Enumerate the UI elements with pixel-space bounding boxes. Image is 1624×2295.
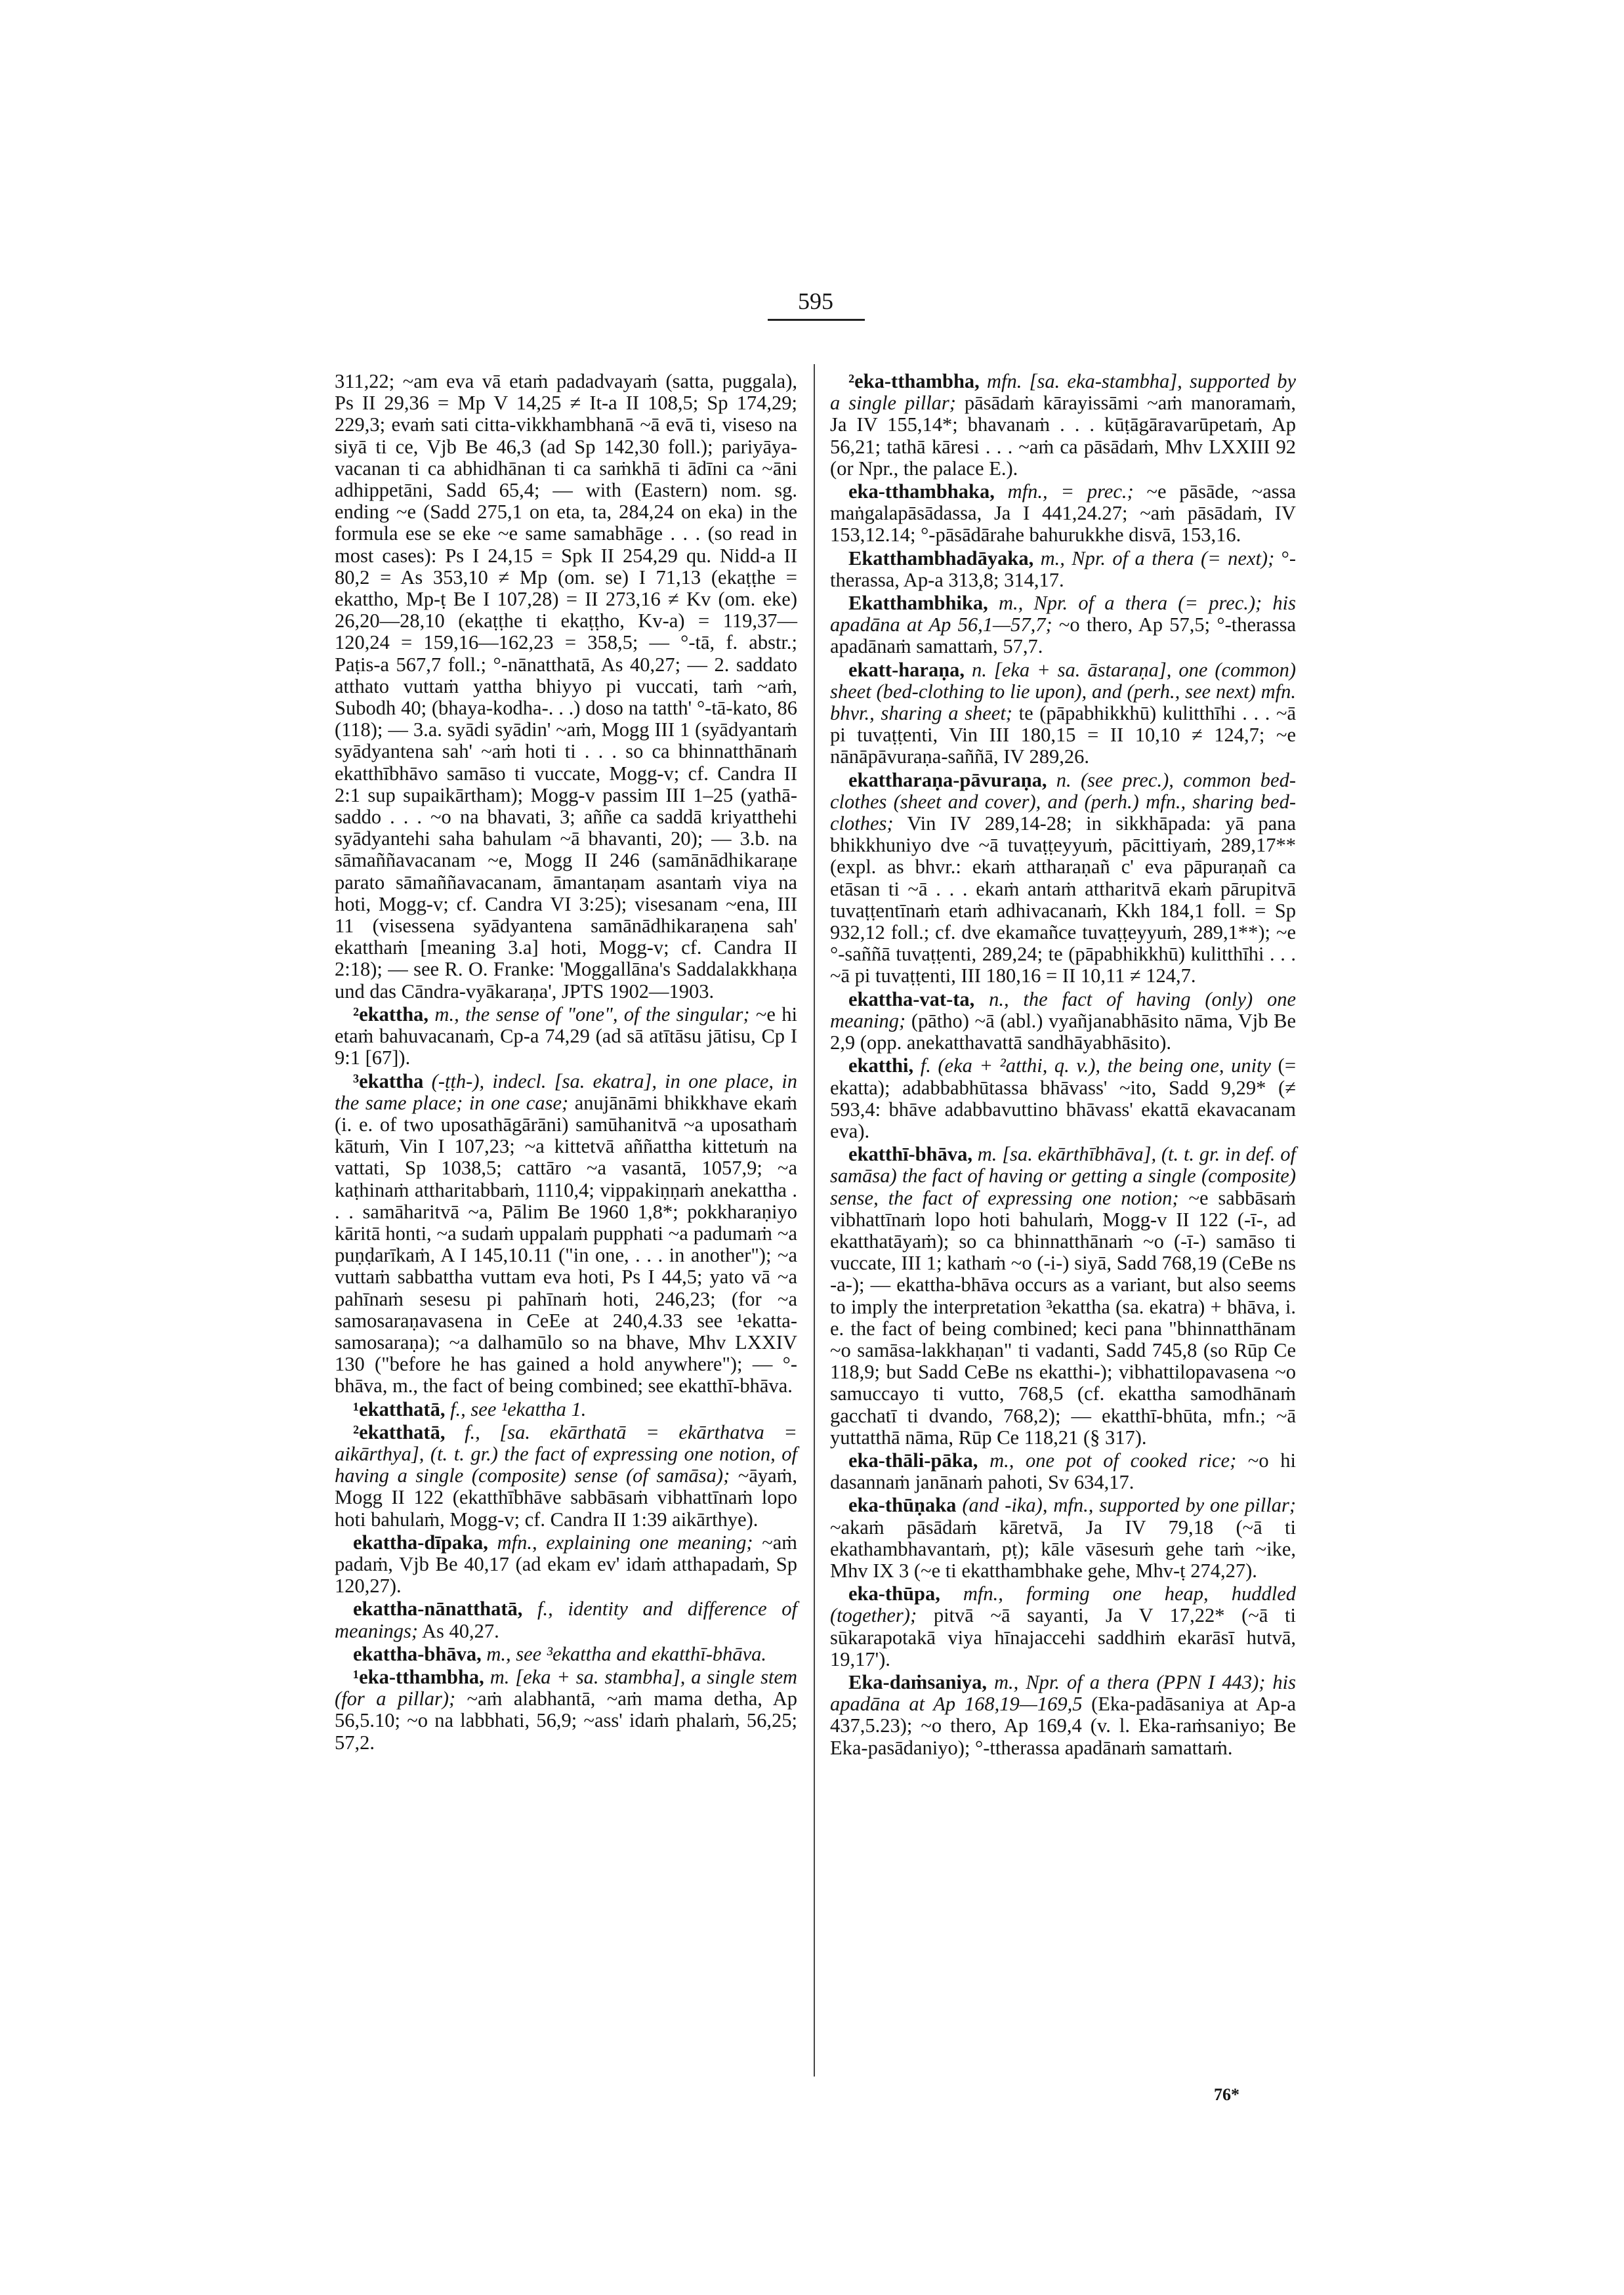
entry-headword: ekattha-bhāva,: [353, 1642, 482, 1665]
page-number: 595: [798, 288, 833, 314]
dictionary-entry: [830, 1495, 1296, 1582]
entry-body: pāsādaṁ kārayissāmi ~aṁ manoramaṁ, Ja IV 155,14*; bhavanaṁ . . . kūṭāgāravarūpetaṁ, Ap 56,21; tathā kāresi . . . ~aṁ ca pāsādaṁ, Mhv LXXIII 92 (or Npr., the palace E.).: [830, 392, 1296, 480]
entry-gloss: n. (see prec.), common bed-clothes (sheet and cover), and (perh.) mfn., sharing bed-clothes;: [830, 768, 1297, 835]
entry-body: °-therassa, Ap-a 313,8; 314,17.: [830, 547, 1296, 591]
entry-body: (Eka-padāsaniya at Ap-a 437,5.23); ~o thero, Ap 169,4 (v. l. Eka-raṁsaniyo; Be Eka-pasādaniyo); °-ttherassa apadānaṁ samattaṁ.: [830, 1693, 1296, 1759]
entry-gloss: f. (eka + ²atthi, q. v.), the being one, unity: [920, 1054, 1272, 1077]
entry-headword: ¹ekatthatā,: [353, 1397, 446, 1420]
entry-body: ~e hi etaṁ bahuvacanaṁ, Cp-a 74,29 (ad sā atītāsu jātisu, Cp I 9:1 [67]).: [335, 1003, 797, 1069]
entry-headword: ¹eka-tthambha,: [353, 1665, 484, 1688]
entry-gloss: m. [sa. ekārthībhāva], (t. t. gr. in def. of samāsa) the fact of having or getting a single (composite) sense, the fact of expressing one notion;: [830, 1143, 1296, 1209]
entry-gloss: f., identity and difference of meanings;: [335, 1598, 797, 1642]
entry-headword: ekattha-vat-ta,: [848, 987, 975, 1010]
dictionary-entry: [335, 1071, 797, 1397]
dictionary-entry: [335, 1644, 797, 1665]
entry-gloss: f., see ¹ekattha 1.: [450, 1397, 587, 1420]
entry-headword: ekatt-haraṇa,: [848, 658, 965, 681]
entry-headword: eka-thūṇaka: [848, 1494, 957, 1517]
entry-gloss: n., the fact of having (only) one meaning;: [830, 987, 1297, 1032]
entry-body: te (pāpabhikkhū) kulitthīhi . . . ~ā pi tuvaṭṭenti, Vin III 180,15 = II 10,10 ≠ 124,7; ~e nānāpāvuraṇa-saññā, IV 289,26.: [830, 702, 1296, 768]
entry-body: pitvā ~ā sayanti, Ja V 17,22* (~ā ti sūkarapotakā viya hīnajaccehi saddhiṁ ekarāsī hutvā, 19,17').: [830, 1604, 1297, 1670]
dictionary-entry: [335, 1598, 797, 1642]
dictionary-entry: [335, 1422, 797, 1531]
dictionary-entry: [335, 1666, 797, 1754]
dictionary-entry: [335, 1004, 797, 1069]
entry-gloss: n. [eka + sa. āstaraṇa], one (common) sheet (bed-clothing to lie upon), and (perh., see next) mfn. bhvr., sharing a sheet;: [830, 658, 1296, 725]
entry-body: ~akaṁ pāsādaṁ kāretvā, Ja IV 79,18 (~ā ti ekathambhavantaṁ, pṭ); kāle vāsesuṁ gehe taṁ ~ike, Mhv IX 3 (~e ti ekatthambhake gehe, Mhv-ṭ 274,27).: [830, 1516, 1296, 1582]
dictionary-entry: [830, 1144, 1296, 1449]
entry-gloss: m. [eka + sa. stambha], a single stem (for a pillar);: [335, 1665, 798, 1710]
entry-body: ~āyaṁ, Mogg II 122 (ekatthībhāve sabbāsaṁ vibhattīnaṁ lopo hoti bahulaṁ, Mogg-v; cf. Candra II 1:39 aikārthye).: [335, 1464, 797, 1531]
entry-body: ~e sabbāsaṁ vibhattīnaṁ lopo hoti bahulaṁ, Mogg-v II 122 (-ī-, ad ekatthatāyaṁ); so ca bhinnatthānaṁ ~o (-ī-) samāso ti vuccate, III 1; kathaṁ ~o (-i-) siyā, Sadd 768,19 (CeBe ns -a-); — ekattha-bhāva occurs as a variant, but also seems to imply the interpretation ³ekattha (sa. ekatra) + bhāva, i. e. the fact of being combined; keci pana "bhinnatthānam ~o samāsa-lakkhaṇan" ti vadanti, Sadd 745,8 (so Rūp Ce 118,9; but Sadd CeBe ns ekatthi-); vibhattilopavasena ~o samuccayo ti vutto, 768,5 (cf. ekattha samodhānaṁ gacchatī ti dvando, 768,2); — ekatthī-bhūta, mfn.; ~ā yuttatthā nāma, Rūp Ce 118,21 (§ 317).: [830, 1186, 1296, 1449]
right-column: [830, 371, 1296, 1760]
left-column: [335, 371, 797, 1755]
entry-body: ~aṁ padaṁ, Vjb Be 40,17 (ad ekam ev' idaṁ atthapadaṁ, Sp 120,27).: [335, 1531, 798, 1598]
dictionary-entry: [830, 592, 1296, 658]
entry-headword: ²ekattha,: [353, 1003, 429, 1025]
entry-gloss: m., Npr. of a thera (= next);: [1040, 547, 1275, 569]
entry-headword: eka-thūpa,: [848, 1582, 940, 1605]
entry-headword: Ekatthambhadāyaka,: [848, 547, 1034, 569]
entry-gloss: m., Npr. of a thera (= prec.); his apadāna at Ap 56,1—57,7;: [830, 592, 1297, 636]
entry-body: anujānāmi bhikkhave ekaṁ (i. e. of two uposathāgārāni) samūhanitvā ~a uposathaṁ kātuṁ, Vin I 107,23; ~a kittetvā aññattha kittetuṁ na vattati, Sp 1038,5; cattāro ~a vasantā, 1057,9; ~a kaṭhinaṁ attharitabbaṁ, 1110,4; vippakiṇṇaṁ anekattha . . . samāharitvā ~a, Pālim Be 1960 1,8*; pokkharaṇiyo kāritā honti, ~a sudaṁ uppalaṁ pupphati ~a padumaṁ ~a puṇḍarīkaṁ, A I 145,10.11 ("in one, . . . in another"); ~a vuttaṁ sabbattha vuttam eva hoti, Ps I 44,5; yato vā ~a pahīnaṁ sesesu pi pahīnaṁ hoti, 246,23; (for ~a samosaraṇavasena in CeEe at 240,4.33 see ¹ekatta-samosaraṇa); ~a dalhamūlo so na bhave, Mhv LXXIV 130 ("before he has gained a hold anywhere"); — °-bhāva, m., the fact of being combined; see ekatthī-bhāva.: [335, 1091, 797, 1397]
entry-body: As 40,27.: [422, 1619, 499, 1642]
entry-headword: Ekatthambhika,: [848, 592, 988, 615]
dictionary-entry: [830, 481, 1296, 547]
dictionary-entry: [830, 371, 1296, 480]
entry-body: ~e pāsāde, ~assa maṅgalapāsādassa, Ja I 441,24.27; ~aṁ pāsādaṁ, IV 153,12.14; °-pāsādārahe bahurukkhe disvā, 153,16.: [830, 480, 1297, 547]
entry-body: 311,22; ~am eva vā etaṁ padadvayaṁ (satta, puggala), Ps II 29,36 = Mp V 14,25 ≠ It-a II 108,5; Sp 174,29; 229,3; evaṁ sati citta-vikkhambhanā ~ā evā ti, viseso na siyā ti ce, Vjb Be 46,3 (ad Sp 142,30 foll.); pariyāya-vacanan ti ca abhidhānan ti ca saṁkhā ti ādīni ca ~āni adhippetāni, Sadd 65,4; — with (Eastern) nom. sg. ending ~e (Sadd 275,1 on eta, ta, 284,24 on eka) in the formula ese se eke ~e same samabhāge . . . (so read in most cases): Ps I 24,15 = Spk II 254,29 qu. Nidd-a II 80,2 = As 353,10 ≠ Mp (om. se) I 71,13 (ekaṭṭhe = ekattho, Mp-ṭ Be I 107,28) = II 273,16 ≠ Kv (om. eke) 26,20—28,10 (ekaṭṭhe ti ekaṭṭho, Kv-a) = 119,37—120,24 = 159,16—162,23 = 358,5; — °-tā, f. abstr.; Paṭis-a 567,7 foll.; °-nānatthatā, As 40,27; — 2. saddato atthato vuttaṁ yattha bhiyyo pi vuccati, taṁ ~aṁ, Subodh 40; (bhaya-kodha-. . .) doso na tatth' °-tā-kato, 86 (118); — 3.a. syādi syādin' ~aṁ, Mogg III 1 (syādyantaṁ syādyantena sah' ~aṁ hoti ti . . . so ca bhinnatthānaṁ ekatthībhāvo samāso ti vuccate, Mogg-v; cf. Candra II 2:1 sup supaikārtham); Mogg-v passim III 1–25 (yathā-saddo . . . ~o na bhavati, 3; aññe ca saddā kriyatthehi syādyantehi saha bahulam ~ā bhavanti, 20); — 3.b. na sāmaññavacanam ~e, Mogg II 246 (samānādhikaraṇe parato sāmaññavacanam, āmantaṇam asantaṁ viya na hoti, Mogg-v; cf. Candra VI 3:25); visesanam ~ena, III 11 (visessena syādyantena samānādhikaraṇena sah' ekatthaṁ [meaning 3.a] hoti, Mogg-v; cf. Candra II 2:18); — see R. O. Franke: 'Moggallāna's Saddalakkhaṇa und das Cāndra-vyākaraṇa', JPTS 1902—1903.: [335, 370, 797, 1003]
entry-headword: ekattharaṇa-pāvuraṇa,: [848, 768, 1047, 791]
dictionary-entry: [830, 659, 1296, 768]
entry-gloss: (-ṭṭh-), indecl. [sa. ekatra], in one place, in the same place; in one case;: [335, 1069, 797, 1114]
entry-headword: ³ekattha: [353, 1069, 424, 1092]
entry-headword: ekattha-dīpaka,: [353, 1531, 488, 1554]
entry-headword: ²ekatthatā,: [353, 1420, 446, 1443]
dictionary-entry: [335, 371, 797, 1003]
entry-gloss: mfn., forming one heap, huddled (together);: [830, 1582, 1296, 1627]
entry-body: (pātho) ~ā (abl.) vyañjanabhāsito nāma, Vjb Be 2,9 (opp. anekatthavattā sandhāyabhāsito).: [830, 1009, 1296, 1054]
entry-headword: ²eka-tthambha,: [848, 370, 980, 392]
entry-gloss: m., one pot of cooked rice;: [989, 1449, 1237, 1472]
entry-headword: eka-thāli-pāka,: [848, 1449, 978, 1472]
dictionary-entry: [830, 1583, 1296, 1670]
page-number-rule: [768, 319, 865, 321]
dictionary-entry: [830, 770, 1296, 987]
entry-gloss: m., Npr. of a thera (PPN I 443); his apadāna at Ap 168,19—169,5: [830, 1670, 1296, 1716]
entry-gloss: mfn., explaining one meaning;: [497, 1531, 753, 1554]
entry-gloss: f., [sa. ekārthatā = ekārthatva = aikārthya], (t. t. gr.) the fact of expressing one notion, of having a single (composite) sense (of samāsa);: [335, 1420, 797, 1487]
entry-headword: ekatthi,: [848, 1054, 914, 1077]
entry-gloss: m., the sense of "one", of the singular;: [434, 1003, 750, 1025]
entry-gloss: m., see ³ekattha and ekatthī-bhāva.: [486, 1642, 767, 1665]
entry-body: ~o hi dasannaṁ janānaṁ pahoti, Sv 634,17.: [830, 1449, 1296, 1494]
dictionary-entry: [830, 1672, 1296, 1759]
entry-body: ~o thero, Ap 57,5; °-therassa apadānaṁ samattaṁ, 57,7.: [830, 613, 1296, 658]
entry-headword: ekattha-nānatthatā,: [353, 1598, 523, 1621]
dictionary-entry: [335, 1399, 797, 1420]
column-divider: [814, 364, 815, 2077]
signature-mark: 76*: [1214, 2085, 1239, 2104]
dictionary-entry: [335, 1532, 797, 1598]
entry-body: Vin IV 289,14-28; in sikkhāpada: yā pana bhikkhuniyo dve ~ā tuvaṭṭeyyuṁ, pācittiyaṁ, 289,17** (expl. as bhvr.: ekaṁ attharaṇañ c' eva pāpuraṇañ ca etāsan ti ~ā . . . ekaṁ antaṁ attharitvā ekaṁ pārupitvā tuvaṭṭentīnaṁ etaṁ adhivacanaṁ, Kkh 184,1 foll. = Sp 932,12 foll.; cf. dve ekamañce tuvaṭṭeyyuṁ, 289,1**); ~e °-saññā tuvaṭṭenti, 289,24; te (pāpabhikkhū) kulitthīhi . . . ~ā pi tuvaṭṭenti, III 180,16 = II 10,11 ≠ 124,7.: [830, 812, 1297, 987]
dictionary-entry: [830, 989, 1296, 1054]
entry-gloss: (and -ika), mfn., supported by one pillar;: [962, 1494, 1297, 1517]
entry-gloss: mfn., = prec.;: [1007, 480, 1134, 503]
dictionary-entry: [830, 1055, 1296, 1142]
entry-headword: ekatthī-bhāva,: [848, 1143, 972, 1166]
entry-body: (= ekatta); adabbabhūtassa bhāvass' ~ito, Sadd 9,29* (≠ 593,4: bhāve adabbavuttino bhāvass' ekattā ekavacanam eva).: [830, 1054, 1297, 1142]
entry-gloss: mfn. [sa. eka-stambha], supported by a single pillar;: [830, 370, 1296, 415]
dictionary-entry: [830, 1450, 1296, 1493]
entry-headword: eka-tthambhaka,: [848, 480, 995, 503]
entry-headword: Eka-daṁsaniya,: [848, 1670, 988, 1693]
entry-body: ~aṁ alabhantā, ~aṁ mama detha, Ap 56,5.10; ~o na labbhati, 56,9; ~ass' idaṁ phalaṁ, 56,25; 57,2.: [335, 1687, 798, 1754]
dictionary-entry: [830, 548, 1296, 591]
